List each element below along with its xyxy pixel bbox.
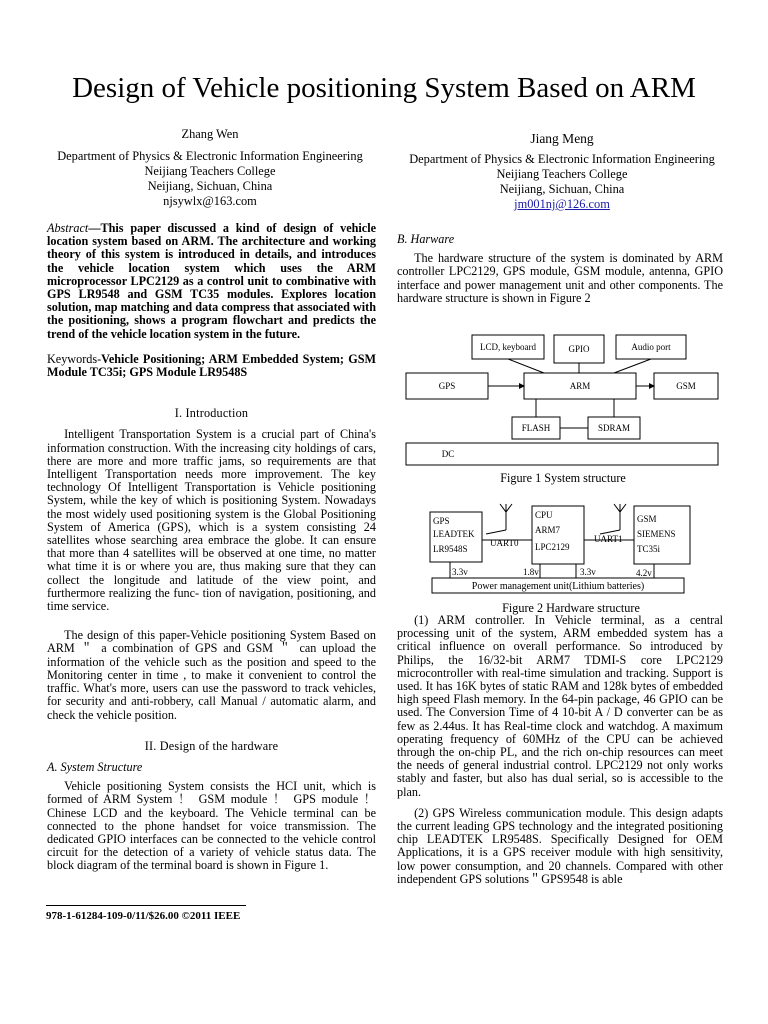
author-dept: Department of Physics & Electronic Information Engineering bbox=[409, 152, 715, 166]
section-hardware-heading: II. Design of the hardware bbox=[144, 738, 279, 753]
keywords-lead: Keywords- bbox=[47, 351, 102, 366]
author-block-2 bbox=[382, 131, 742, 212]
figure-2-hardware-structure bbox=[428, 500, 692, 596]
author-college: Neijiang Teachers College bbox=[496, 167, 628, 181]
author-email-link[interactable]: jm001nj@126.com bbox=[514, 197, 610, 211]
author-name: Zhang Wen bbox=[181, 127, 239, 141]
fig1-gsm-label: GSM bbox=[676, 381, 696, 391]
author-city: Neijiang, Sichuan, China bbox=[147, 179, 273, 193]
subsection-system-structure: A. System Structure bbox=[47, 759, 143, 774]
fig1-gpio-label: GPIO bbox=[568, 344, 590, 354]
fig2-cpu-l2: ARM7 bbox=[535, 525, 561, 535]
arm-controller-paragraph: (1) ARM controller. In Vehicle terminal, as a central processing unit of the system, ARM embedded system has a critical influence on overall performance. So introduced by Philips, the 16/32-bit ARM7 TDMI-S core LPC2129 microcontroller with real-time simulation and tracking. Support is used. It has 16K bytes of static RAM and 128k bytes of embedded high speed Flash memory. In the 64-pin package, 46 GPIO can be used. The Conversion Time of 4 10-bit A / D converter can be as few as 2.44us. It has Real-time clock and watchdog. A maximum operating frequency of 60MHz of the CPU can be achieved through the on-chip PL, and the rich on-chip resources can meet the needs of general industrial control. LPC2129 not only works stably and faster, but also has dual serial, so is accessible to the plan. bbox=[397, 613, 723, 799]
right-column-bottom bbox=[397, 614, 723, 894]
keywords-body: Vehicle Positioning; ARM Embedded System; GSM Module TC35i; GPS Module LR9548S bbox=[47, 351, 376, 380]
fig2-gsm-l2: SIEMENS bbox=[637, 529, 676, 539]
fig1-dc-label: DC bbox=[441, 449, 455, 459]
left-column bbox=[47, 222, 376, 881]
subsection-hardware: B. Harware bbox=[397, 232, 455, 246]
abstract-body: —This paper discussed a kind of design of vehicle location system based on ARM. The architecture and working theory of this system is introduced in details, and introduces the vehicle location system which uses the ARM microprocessor LPC2129 as a control unit to combinative with GPS LR9548 and GSM TC35 modules. Explores location solution, map matching and data compress that associated with the positioning, shows a program flowchart and predicts the trend of the vehicle location system in the future. bbox=[47, 221, 376, 341]
author-college: Neijiang Teachers College bbox=[144, 164, 276, 178]
fig2-v4: 4.2v bbox=[636, 568, 652, 578]
abstract-lead: Abstract bbox=[47, 221, 89, 235]
keywords bbox=[47, 353, 376, 379]
footer-rule bbox=[46, 905, 246, 906]
fig2-power-label: Power management unit(Lithium batteries) bbox=[471, 581, 645, 592]
fig2-uart1: UART1 bbox=[594, 534, 623, 544]
right-column-top bbox=[397, 233, 723, 313]
fig1-flash-label: FLASH bbox=[521, 423, 551, 433]
gps-module-paragraph: (2) GPS Wireless communication module. This design adapts the current leading GPS technology and the integrated positioning chip LEADTEK LR9548S. Specifically Designed for OEM Applications, it is a GPS receiver module with high sensitivity, low power consumption, and 20 channels. Compared with other independent GPS solutions＂GPS9548 is able bbox=[397, 805, 723, 886]
fig2-gsm-l3: TC35i bbox=[637, 544, 661, 554]
fig2-uart0: UART0 bbox=[490, 538, 519, 548]
figure-1-system-structure bbox=[404, 331, 722, 467]
author-email: njsywlx@163.com bbox=[163, 194, 257, 208]
fig1-arm-label: ARM bbox=[569, 381, 591, 391]
fig2-cpu-l1: CPU bbox=[535, 510, 553, 520]
fig1-lcd-label: LCD, keyboard bbox=[480, 342, 536, 352]
system-structure-paragraph: Vehicle positioning System consists the HCI unit, which is formed of ARM System ！ GSM module ！ GPS module ！ Chinese LCD and the keyboard. The Vehicle terminal can be connected to the phone handset for voice transmission. The dedicated GPIO interfaces can be connected to the vehicle control circuit for the detection of a variety of vehicle status data. The block diagram of the terminal board is shown in Figure 1. bbox=[47, 779, 376, 873]
author-name: Jiang Meng bbox=[530, 131, 594, 146]
section-introduction-heading: I. Introduction bbox=[174, 406, 249, 421]
hardware-paragraph: The hardware structure of the system is dominated by ARM controller LPC2129, GPS module, GSM module, antenna, GPIO interface and power management unit and other components. The hardware structure is shown in Figure 2 bbox=[397, 251, 723, 305]
fig2-v2: 1.8v bbox=[523, 567, 539, 577]
intro-paragraph-2: The design of this paper-Vehicle positioning System Based on ARM ＂ a combination of GPS and GSM ＂ can upload the information of the vehicle such as the position and speed to the Monitoring center in time , to make it convenient to control the traffic. What's more, users can use the password to track vehicles, for security and anti-robbery, call Manual / automatic alarm, and check the vehicle position. bbox=[47, 628, 376, 722]
fig2-gps-l3: LR9548S bbox=[433, 544, 468, 554]
fig1-gps-label: GPS bbox=[438, 381, 456, 391]
fig2-cpu-l3: LPC2129 bbox=[535, 542, 570, 552]
fig2-gps-l2: LEADTEK bbox=[433, 529, 475, 539]
fig2-gsm-l1: GSM bbox=[637, 514, 657, 524]
figure-1-caption: Figure 1 System structure bbox=[500, 471, 626, 485]
author-block-1 bbox=[30, 127, 390, 209]
author-city: Neijiang, Sichuan, China bbox=[499, 182, 625, 196]
fig2-v1: 3.3v bbox=[452, 567, 468, 577]
fig1-audio-label: Audio port bbox=[631, 342, 671, 352]
fig2-gps-l1: GPS bbox=[433, 516, 450, 526]
author-dept: Department of Physics & Electronic Information Engineering bbox=[57, 149, 363, 163]
fig1-sdram-label: SDRAM bbox=[597, 423, 631, 433]
paper-title: Design of Vehicle positioning System Based on ARM bbox=[72, 72, 696, 104]
figure-2-caption: Figure 2 Hardware structure bbox=[502, 601, 640, 615]
fig2-v3: 3.3v bbox=[580, 567, 596, 577]
intro-paragraph-1: Intelligent Transportation System is a crucial part of China's information construction. With the increasing city holdings of cars, there are more and more traffic jams, so requirements are that Intelligent Transportation needs more improvement. The key technology Of Intelligent Transportation is Vehicle positioning System, while the key of which is positioning System. Nowadays the most widely used positioning system is the Global Positioning System of America (GPS), which is a system consisting 24 satellites whose searching area embrace the globe. It can ensure that more than 4 satellites will be observed at one time, no matter what time it is or where you are, thus making sure that they can collect the longitude and latitude of the view point, and furthermore realizing the func- tion of navigation, positioning, and time service. bbox=[47, 427, 376, 614]
abstract bbox=[47, 222, 376, 341]
copyright-footer: 978-1-61284-109-0/11/$26.00 ©2011 IEEE bbox=[46, 910, 241, 922]
